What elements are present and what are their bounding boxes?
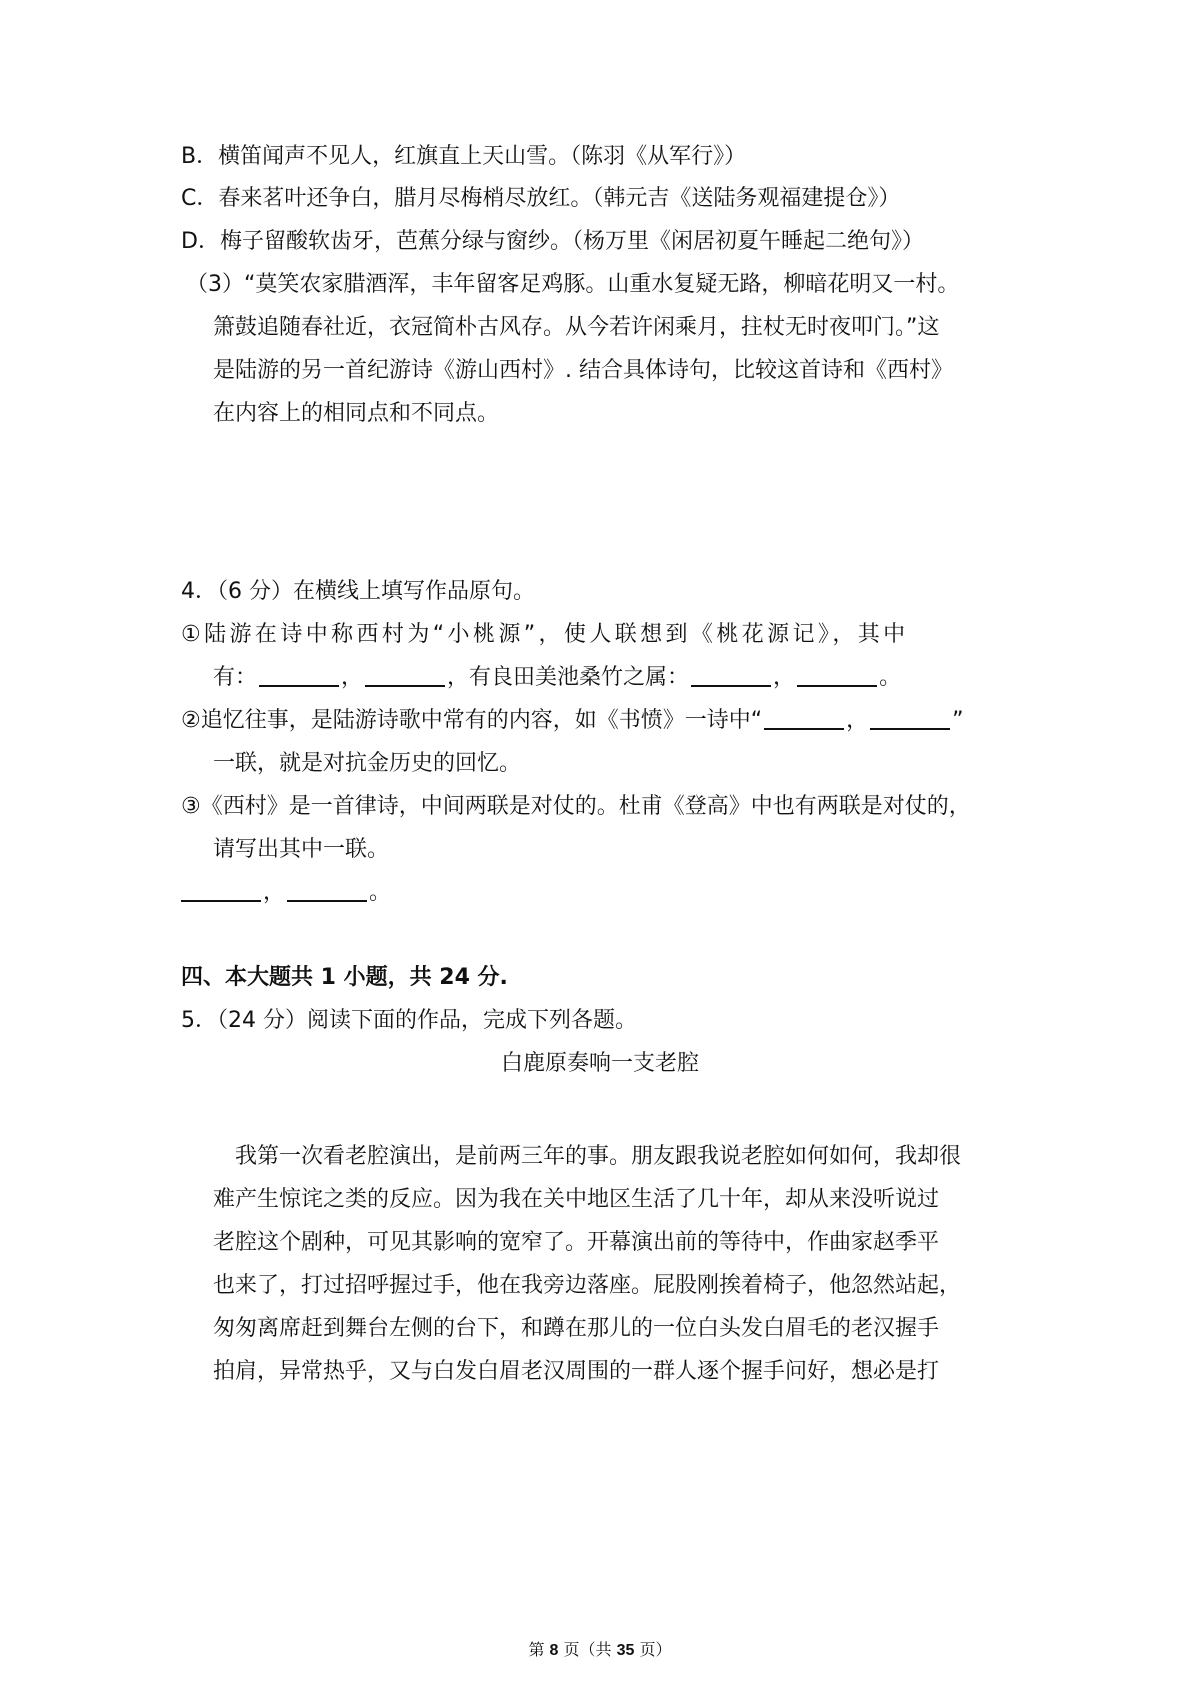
- option-c: C．春来茗叶还争白，腊月尽梅梢尽放红。（韩元吉《送陆务观福建提仓》）: [181, 186, 901, 211]
- comma: ，: [263, 880, 286, 905]
- page-total: 35: [616, 1642, 635, 1659]
- article-line-6: 拍肩，异常热乎，又与白发白眉老汉周围的一群人逐个握手问好，想必是打: [213, 1359, 940, 1384]
- footer-middle: 页（共: [563, 1640, 612, 1659]
- q4-item3-answer: [181, 878, 391, 908]
- answer-blank[interactable]: [259, 663, 339, 687]
- section-heading: 四、本大题共 1 小题，共 24 分.: [181, 965, 508, 990]
- comma: ，: [773, 665, 796, 690]
- option-b: B．横笛闻声不见人，红旗直上天山雪。（陈羽《从军行》）: [181, 144, 747, 169]
- q4-header: 4．（6 分）在横线上填写作品原句。: [181, 579, 535, 604]
- article-line-5: 匆匆离席赶到舞台左侧的台下，和蹲在那儿的一位白头发白眉毛的老汉握手: [213, 1316, 940, 1341]
- page-number: 8: [549, 1642, 559, 1659]
- q5-header: 5．（24 分）阅读下面的作品，完成下列各题。: [181, 1008, 637, 1033]
- q3-line-4: 在内容上的相同点和不同点。: [213, 401, 500, 426]
- answer-blank[interactable]: [691, 663, 771, 687]
- article-line-2: 难产生惊诧之类的反应。因为我在关中地区生活了几十年，却从来没听说过: [213, 1187, 940, 1212]
- q4-item1-middle: ，有良田美池桑竹之属：: [447, 665, 690, 690]
- page-footer: [0, 1637, 1200, 1660]
- q3-line-2: 箫鼓追随春社近，衣冠简朴古风存。从今若许闲乘月，拄杖无时夜叩门。”这: [213, 315, 940, 340]
- answer-blank[interactable]: [181, 878, 261, 902]
- option-d: D．梅子留酸软齿牙，芭蕉分绿与窗纱。（杨万里《闲居初夏午睡起二绝句》）: [181, 229, 924, 254]
- comma: ，: [341, 665, 364, 690]
- q4-item3-line1: ③《西村》是一首律诗，中间两联是对仗的。杜甫《登高》中也有两联是对仗的，: [181, 794, 971, 819]
- q4-item3-line2: 请写出其中一联。: [213, 837, 390, 862]
- q3-line-1: （3）“莫笑农家腊酒浑，丰年留客足鸡豚。山重水复疑无路，柳暗花明又一村。: [186, 272, 960, 297]
- answer-blank[interactable]: [365, 663, 445, 687]
- q3-line-3: 是陆游的另一首纪游诗《游山西村》. 结合具体诗句，比较这首诗和《西村》: [213, 358, 953, 383]
- close-quote: ”: [952, 708, 964, 733]
- q4-item1-line2: [213, 663, 901, 693]
- article-title: 白鹿原奏响一支老腔: [500, 1051, 699, 1076]
- q4-item1-prefix: 有：: [213, 665, 258, 690]
- comma: ，: [846, 708, 869, 733]
- answer-blank[interactable]: [287, 878, 367, 902]
- period: 。: [879, 665, 902, 690]
- answer-blank[interactable]: [870, 706, 950, 730]
- q4-item2-line2: 一联，就是对抗金历史的回忆。: [213, 751, 522, 776]
- answer-blank[interactable]: [797, 663, 877, 687]
- article-line-3: 老腔这个剧种，可见其影响的宽窄了。开幕演出前的等待中，作曲家赵季平: [213, 1230, 940, 1255]
- footer-suffix: 页）: [639, 1640, 672, 1659]
- q4-item2-line1: [181, 706, 964, 736]
- period: 。: [369, 880, 392, 905]
- q4-item1-line1: ①陆游在诗中称西村为“小桃源”，使人联想到《桃花源记》，其中: [181, 622, 909, 647]
- q4-item2-text: ②追忆往事，是陆游诗歌中常有的内容，如《书愤》一诗中“: [181, 708, 763, 733]
- article-line-4: 也来了，打过招呼握过手，他在我旁边落座。屁股刚挨着椅子，他忽然站起，: [213, 1273, 962, 1298]
- footer-prefix: 第: [528, 1640, 545, 1659]
- article-line-1: 我第一次看老腔演出，是前两三年的事。朋友跟我说老腔如何如何，我却很: [235, 1144, 962, 1169]
- answer-blank[interactable]: [764, 706, 844, 730]
